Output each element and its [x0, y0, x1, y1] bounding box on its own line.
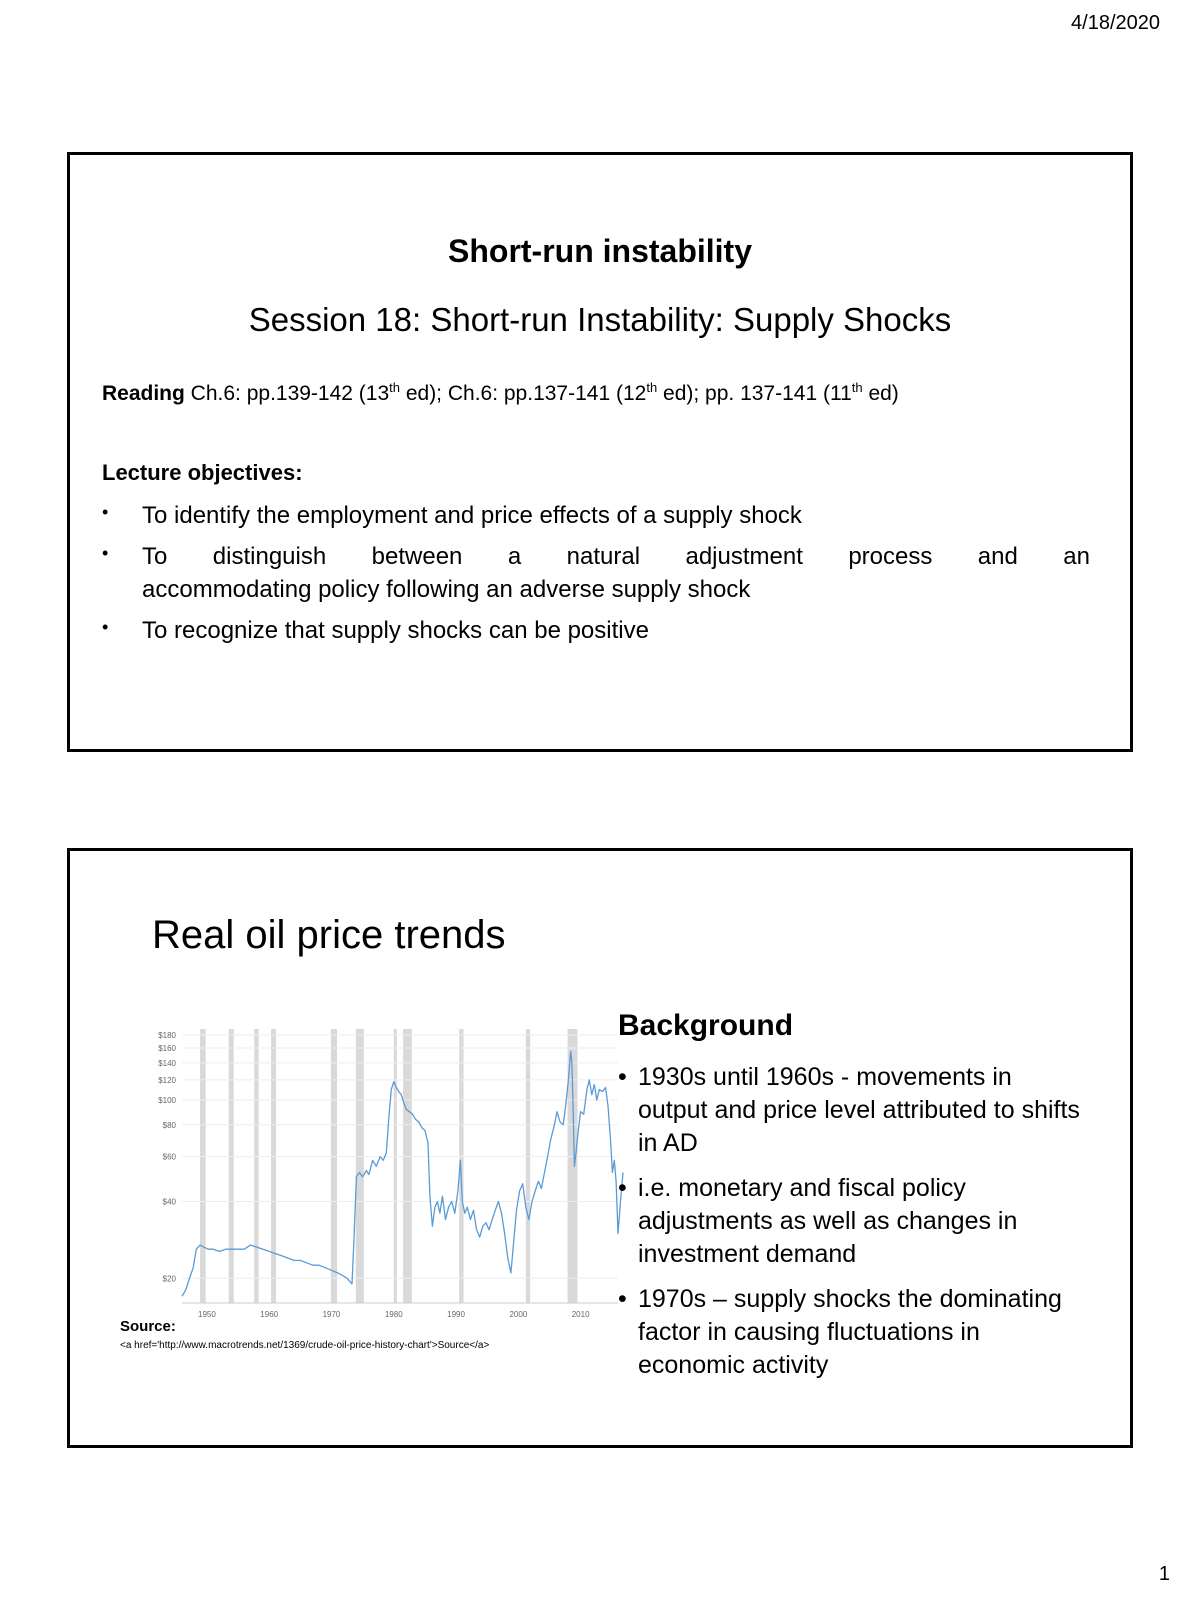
source-link-text: <a href='http://www.macrotrends.net/1369/crude-oil-price-history-chart'>Source</a>	[120, 1340, 490, 1351]
background-list	[618, 1061, 1088, 1394]
y-tick-label: $60	[162, 1152, 176, 1162]
reading-part-1: Ch.6: pp.139-142 (13	[184, 382, 390, 405]
y-tick-label: $120	[158, 1075, 176, 1085]
recession-band	[394, 1029, 397, 1303]
y-tick-label: $20	[162, 1274, 176, 1284]
reading-sup-1: th	[389, 380, 400, 395]
x-tick-label: 1970	[322, 1310, 341, 1319]
series-line-oil-price	[182, 1052, 623, 1297]
recession-band	[356, 1029, 364, 1303]
recession-band	[403, 1029, 412, 1303]
x-tick-label: 1990	[447, 1310, 465, 1319]
x-tick-label: 1960	[260, 1310, 279, 1319]
objective-text: To identify the employment and price effects of a supply shock	[142, 502, 802, 529]
reading-sup-3: th	[851, 380, 863, 395]
source-label: Source:	[120, 1318, 176, 1335]
x-tick-label: 1950	[198, 1310, 216, 1319]
objective-item	[102, 541, 1090, 606]
y-tick-label: $140	[158, 1058, 176, 1068]
reading-part-2: ed); Ch.6: pp.137-141 (12	[400, 382, 647, 405]
oil-price-chart-svg	[130, 1021, 630, 1331]
slide2-title: Real oil price trends	[152, 913, 506, 957]
reading-line	[102, 380, 899, 406]
y-tick-label: $160	[158, 1044, 176, 1054]
recession-band	[526, 1029, 530, 1303]
recession-band	[229, 1029, 234, 1303]
recession-band	[200, 1029, 206, 1303]
objective-text: • To distinguish between a natural adjustment process and an	[142, 543, 1090, 571]
objectives-list	[102, 500, 1090, 657]
y-tick-label: $180	[158, 1030, 176, 1040]
oil-price-chart	[130, 1021, 630, 1331]
x-tick-label: 1980	[384, 1310, 403, 1319]
x-tick-label: 2000	[509, 1310, 528, 1319]
objective-text-continued: accommodating policy following an adverse supply shock	[142, 575, 751, 603]
background-item: • 1970s – supply shocks the dominating factor in causing fluctuations in economic activity	[618, 1283, 1088, 1382]
y-tick-label: $100	[158, 1096, 176, 1106]
background-heading: Background	[618, 1009, 794, 1042]
y-tick-label: $40	[162, 1197, 176, 1207]
slide-2	[67, 848, 1133, 1448]
recession-band	[331, 1029, 337, 1303]
page-date: 4/18/2020	[1071, 12, 1160, 34]
reading-part-4: ed)	[862, 382, 899, 405]
slide-1	[67, 152, 1133, 752]
slide1-title: Short-run instability	[448, 233, 752, 269]
x-tick-label: 2010	[571, 1310, 590, 1319]
reading-part-3: ed); pp. 137-141 (11	[657, 382, 852, 405]
reading-label: Reading	[102, 382, 185, 405]
recession-band	[254, 1029, 258, 1303]
objectives-heading: Lecture objectives:	[102, 460, 303, 485]
background-item: • 1930s until 1960s - movements in output and price level attributed to shifts in AD	[618, 1061, 1088, 1160]
objective-item	[102, 615, 1090, 647]
background-item: • i.e. monetary and fiscal policy adjustments as well as changes in investment demand	[618, 1172, 1088, 1271]
objective-text: To recognize that supply shocks can be positive	[142, 617, 649, 645]
y-tick-label: $80	[162, 1120, 176, 1130]
page-number: 1	[1158, 1563, 1170, 1585]
slide1-subtitle: Session 18: Short-run Instability: Supply Shocks	[248, 301, 952, 338]
recession-band	[271, 1029, 276, 1303]
reading-sup-2: th	[646, 380, 658, 395]
objective-item	[102, 500, 1090, 532]
